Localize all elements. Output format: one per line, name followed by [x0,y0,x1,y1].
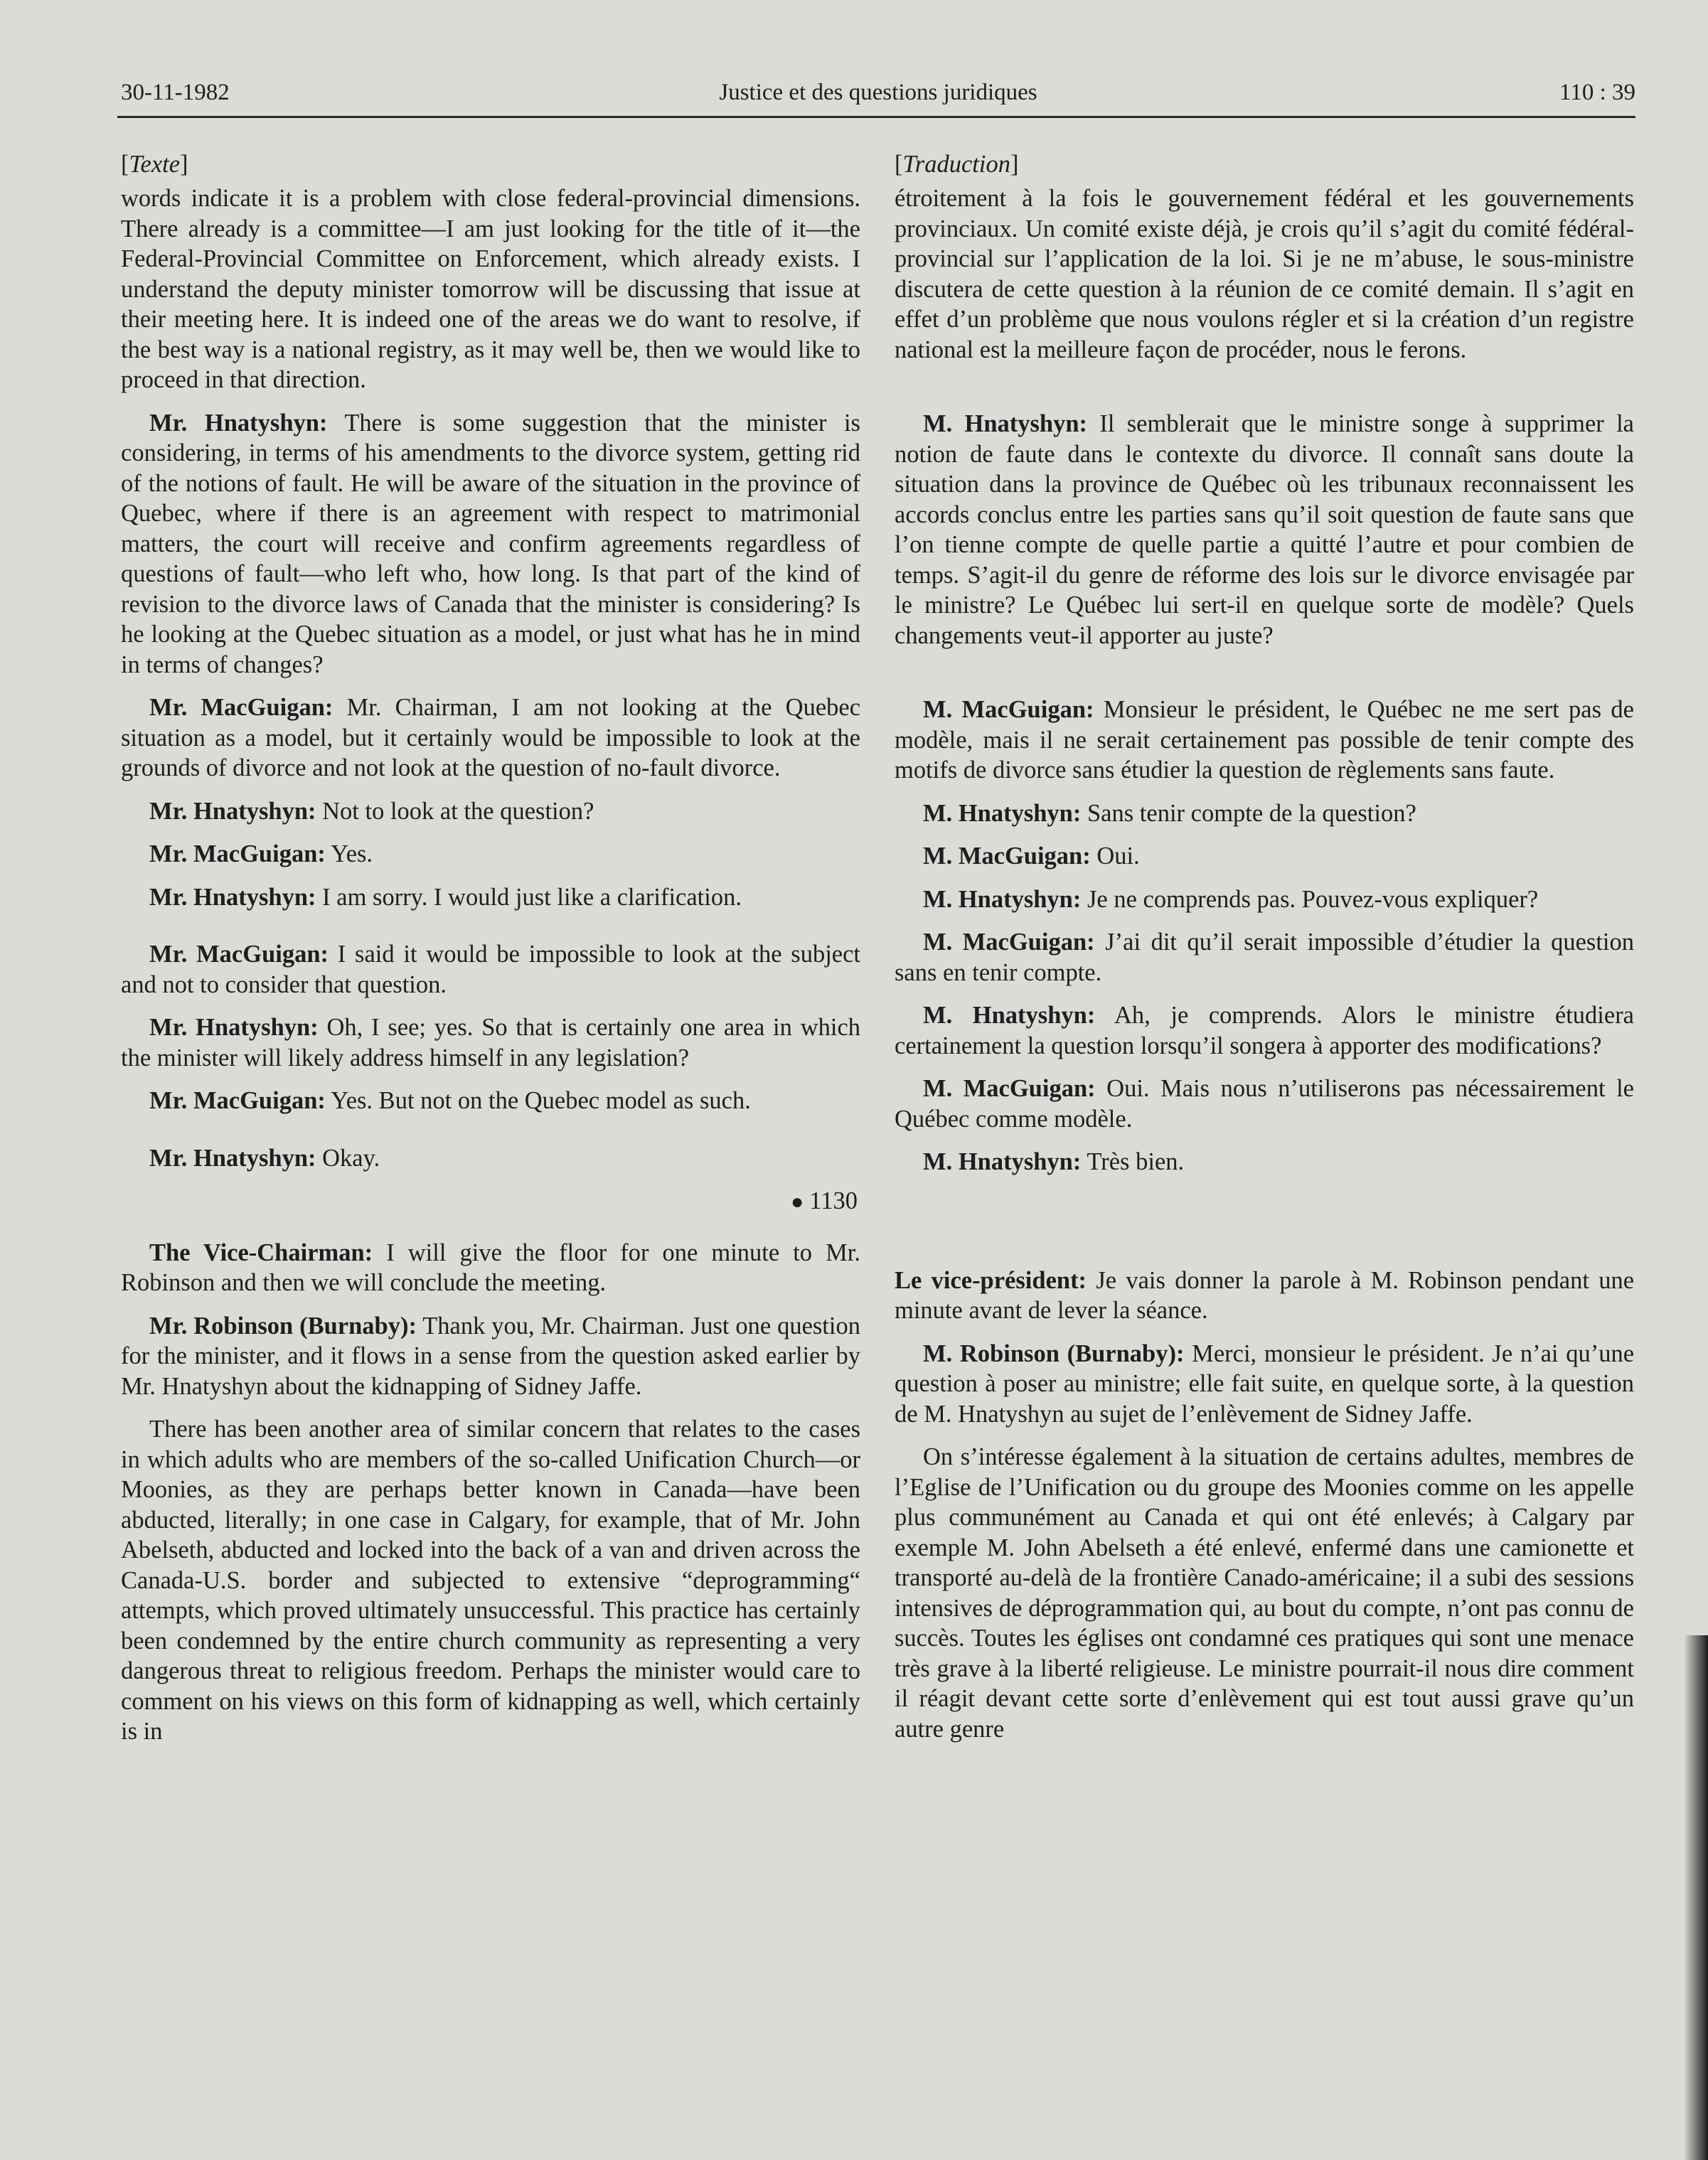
paragraph [895,1074,1634,1134]
paragraph [895,183,1634,365]
paragraph [895,927,1634,988]
paragraph-text: Yes. [331,840,373,867]
speaker-name: Mr. Hnatyshyn: [149,1144,316,1172]
speaker-name: M. MacGuigan: [923,843,1091,870]
header-date: 30-11-1982 [121,80,230,105]
paragraph [121,1238,860,1298]
paragraph-text: Oh, I see; yes. So that is certainly one area in which the minister will likely address himself in any legislation? [121,1014,861,1071]
header-title: Justice et des questions juridiques [719,80,1037,105]
paragraph [121,882,860,913]
paragraph [895,1000,1634,1061]
paragraph-text: Yes. But not on the Quebec model as such. [331,1087,751,1114]
speaker-name: M. MacGuigan: [923,929,1095,956]
speaker-name: M. Hnatyshyn: [923,1002,1096,1029]
bullet-icon: ● [791,1190,804,1214]
running-header [121,80,1635,119]
paragraph-text: Ah, je comprends. Alors le ministre étudiera certainement la question lorsqu’il songera à apporter des modifications? [895,1002,1634,1059]
paragraph-text: Merci, monsieur le président. Je n’ai qu’une question à poser au ministre; elle fait suite, en quelque sorte, à la question de M. Hnatyshyn au sujet de l’enlèvement de Sidney Jaffe. [895,1340,1635,1428]
speaker-name: M. MacGuigan: [923,696,1094,723]
speaker-name: Mr. Hnatyshyn: [149,797,316,825]
paragraph-text: words indicate it is a problem with close federal-provincial dimensions. There already is a committee—I am just looking for the title of it—the Federal-Provincial Committee on Enforcement, which already exists. I understand the deputy minister tomorrow will be discussing that issue at their meeting here. It is indeed one of the areas we do want to resolve, if the best way is a national registry, as it may well be, then we would like to proceed in that direction. [121,185,860,393]
paragraph [121,796,860,827]
speaker-name: Le vice-président: [895,1266,1087,1294]
paragraph-text: I said it would be impossible to look at the subject and not to consider that question. [121,941,860,998]
speaker-name: Mr. Robinson (Burnaby): [149,1312,417,1340]
paragraph [121,1311,860,1402]
paragraph-text: Monsieur le président, le Québec ne me sert pas de modèle, mais il ne serait certainement pas possible de tenir compte des motifs de divorce sans étudier la question de règlements sans faute. [895,696,1634,784]
paragraph-text: Not to look at the question? [322,797,594,825]
paragraph-text: Okay. [322,1144,380,1172]
paragraph-text: On s’intéresse également à la situation de certains adultes, membres de l’Eglise de l’Unification ou du groupe des Moonies comme on les appelle plus communément au Canada et qui ont été enlevés; à Calgary par exemple M. John Abelseth a été enlevé, enfermé dans une camionette et transporté au-delà de la frontière Canado-américaine; il a subi des sessions intensives de déprogrammation qui, au bout du compte, n’ont pas connu de succès. Toutes les églises ont condamné ces pratiques qui sont une menace très grave à la liberté religieuse. Le ministre pourrait-il nous dire comment il réagit devant cette sorte d’enlèvement qui est tout aussi grave qu’un autre genre [895,1443,1634,1743]
time-marker-text: 1130 [809,1187,858,1214]
speaker-name: M. Hnatyshyn: [923,1148,1082,1175]
paragraph-text: étroitement à la fois le gouvernement fédéral et les gouvernements provinciaux. Un comité existe déjà, je crois qu’il s’agit du comité fédéral-provincial sur l’application de la loi. Si je ne m’abuse, le sous-ministre discutera de cette question à la réunion de ce comité demain. Il s’agit en effet d’un problème que nous voulons régler et si la création d’un registre national est la meilleure façon de procéder, nous le ferons. [895,185,1634,363]
speaker-name: Mr. MacGuigan: [149,840,326,867]
speaker-name: Mr. MacGuigan: [149,941,329,968]
paragraph [895,1339,1634,1430]
paragraph [895,798,1634,829]
paragraph-text: Oui. Mais nous n’utiliserons pas nécessairement le Québec comme modèle. [895,1075,1634,1133]
paragraph [121,1012,860,1073]
paragraph [895,1442,1634,1744]
speaker-name: M. Hnatyshyn: [923,410,1088,437]
paragraph [121,839,860,870]
paragraph-text: Il semblerait que le ministre songe à supprimer la notion de faute dans le contexte du divorce. Il connaît sans doute la situation dans la province de Québec où les tribunaux reconnaissent les accords conclus entre les parties sans qu’il soit question de faute sans que l’on tienne compte de quelle partie a quitté l’autre et pour combien de temps. S’agit-il du genre de réforme des lois sur le divorce envisagée par le ministre? Le Québec lui sert-il en quelque sorte de modèle? Quels changements veut-il apporter au juste? [895,410,1634,649]
speaker-name: Mr. MacGuigan: [149,694,333,721]
paragraph-text: Thank you, Mr. Chairman. Just one question for the minister, and it flows in a sense from the question asked earlier by Mr. Hnatyshyn about the kidnapping of Sidney Jaffe. [121,1312,860,1400]
column-label-text: Texte [129,151,181,178]
speaker-name: Mr. Hnatyshyn: [149,1014,319,1041]
paragraph [121,1086,860,1116]
paragraph-text: Sans tenir compte de la question? [1087,799,1416,827]
paragraph-text: Très bien. [1087,1148,1185,1175]
column-label: [Traduction] [895,151,1019,178]
paragraph [121,1143,860,1174]
paragraph [895,1266,1634,1326]
paragraph-text: J’ai dit qu’il serait impossible d’étudier la question sans en tenir compte. [895,929,1634,986]
page-edge-shadow [1684,1635,1708,2160]
column-label: [Texte] [121,151,188,178]
speaker-name: M. MacGuigan: [923,1075,1096,1102]
paragraph-text: I will give the floor for one minute to Mr. Robinson and then we will conclude the meeting. [121,1239,860,1296]
paragraph [121,693,860,784]
speaker-name: Mr. MacGuigan: [149,1087,326,1114]
paragraph-text: Je vais donner la parole à M. Robinson pendant une minute avant de lever la séance. [895,1266,1635,1324]
paragraph-text: Oui. [1096,843,1140,870]
paragraph-text: There is some suggestion that the minister is considering, in terms of his amendments to the divorce system, getting rid of the notions of fault. He will be aware of the situation in the province of Quebec, where if there is an agreement with respect to matrimonial matters, the court will receive and confirm agreements regardless of questions of fault—who left who, how long. Is that part of the kind of revision to the divorce laws of Canada that the minister is considering? Is he looking at the Quebec situation as a model, or just what has he in mind in terms of changes? [121,409,860,678]
speaker-name: Mr. Hnatyshyn: [149,409,328,437]
paragraph [895,841,1634,872]
paragraph-text: Mr. Chairman, I am not looking at the Quebec situation as a model, but it certainly would be impossible to look at the grounds of divorce and not look at the question of no-fault divorce. [121,694,861,781]
paragraph-text: There has been another area of similar concern that relates to the cases in which adults who are members of the so-called Unification Church—or Moonies, as they are perhaps better known in Canada—have been abducted, literally; in one case in Calgary, for example, that of Mr. John Abelseth, abducted and locked into the back of a van and driven across the Canada-U.S. border and subjected to extensive “deprogramming“ attempts, which proved ultimately unsuccessful. This practice has certainly been condemned by the entire church community as representing a very dangerous threat to religious freedom. Perhaps the minister would care to comment on his views on this form of kidnapping as well, which certainly is in [121,1416,860,1745]
paragraph [121,183,860,395]
paragraph [895,695,1634,786]
paragraph-text: Je ne comprends pas. Pouvez-vous expliquer? [1087,885,1539,913]
paragraph-text: I am sorry. I would just like a clarification. [322,883,742,911]
french-column [895,149,1634,1757]
paragraph [121,1414,860,1747]
speaker-name: M. Hnatyshyn: [923,799,1082,827]
column-label-text: Traduction [902,151,1010,178]
speaker-name: Mr. Hnatyshyn: [149,883,316,911]
header-page-number: 110 : 39 [1559,80,1635,105]
paragraph [121,408,860,680]
time-marker [121,1186,860,1218]
header-rule [117,116,1635,118]
paragraph [121,939,860,1000]
speaker-name: M. Hnatyshyn: [923,885,1082,913]
paragraph [895,884,1634,915]
paragraph [895,409,1634,651]
speaker-name: M. Robinson (Burnaby): [923,1340,1185,1367]
english-column [121,149,860,1760]
speaker-name: The Vice-Chairman: [149,1239,373,1266]
paragraph [895,1147,1634,1177]
